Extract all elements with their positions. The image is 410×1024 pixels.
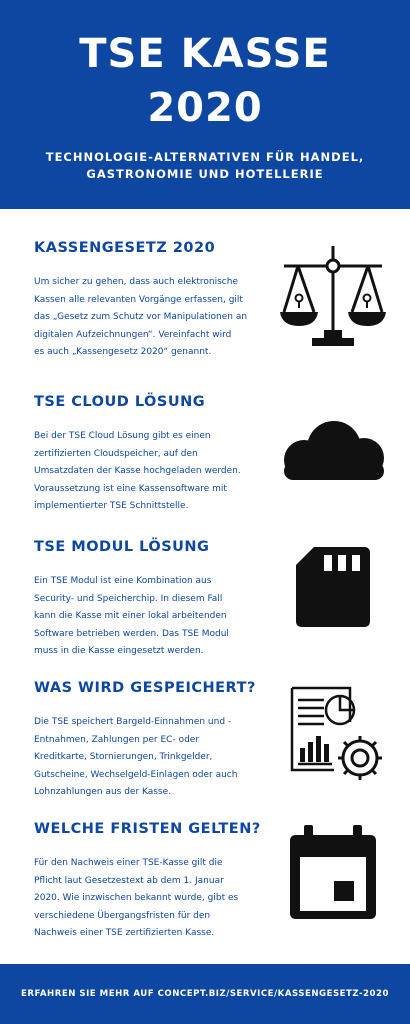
subtitle-line-2: GASTRONOMIE UND HOTELLERIE [86, 167, 324, 181]
text-line: Um sicher zu gehen, dass auch elektronische [34, 277, 238, 287]
scales-icon [278, 240, 388, 352]
text-line: Für den Nachweis einer TSE-Kasse gilt die [34, 858, 223, 868]
title-line-1: TSE KASSE [79, 31, 331, 77]
text-line: Kassen alle relevanten Vorgänge erfassen, gilt [34, 294, 243, 305]
calendar-icon [290, 825, 376, 921]
header-banner [0, 0, 410, 209]
cloud-icon [276, 420, 390, 482]
section-text [34, 428, 264, 516]
text-line: Lohnzahlungen aus der Kasse. [34, 787, 172, 797]
section-text [34, 855, 264, 943]
text-line: Ein TSE Modul ist eine Kombination aus [34, 576, 212, 586]
title-line-2: 2020 [147, 85, 263, 131]
page-subtitle [30, 149, 380, 183]
text-line: Software betrieben werden. Das TSE Modul [34, 628, 229, 639]
text-line: verschiedene Übergangsfristen für den [34, 910, 211, 921]
text-line: Umsatzdaten der Kasse hochgeladen werden. [34, 466, 241, 476]
section-title: WAS WIRD GESPEICHERT? [34, 680, 256, 696]
sd-card-icon [294, 547, 372, 627]
footer-banner [0, 964, 410, 1024]
section-text [34, 714, 264, 802]
section-title: WELCHE FRISTEN GELTEN? [34, 821, 261, 837]
section-text [34, 573, 264, 661]
text-line: Die TSE speichert Bargeld-Einnahmen und - [34, 717, 232, 727]
section-title: KASSENGESETZ 2020 [34, 240, 216, 256]
text-line: Pflicht laut Gesetzestext ab dem 1. Januar [34, 875, 224, 886]
text-line: Entnahmen, Zahlungen per EC- oder [34, 734, 200, 745]
text-line: implementierter TSE Schnittstelle. [34, 501, 189, 511]
section-text [34, 274, 264, 362]
text-line: Voraussetzung ist eine Kassensoftware mit [34, 483, 227, 494]
text-line: muss in die Kasse eingesetzt werden. [34, 646, 204, 656]
text-line: es auch „Kassengesetz 2020“ genannt. [34, 347, 212, 357]
text-line: Bei der TSE Cloud Lösung gibt es einen [34, 431, 211, 441]
text-line: das „Gesetz zum Schutz vor Manipulationen an [34, 312, 248, 322]
subtitle-line-1: TECHNOLOGIE-ALTERNATIVEN FÜR HANDEL, [45, 150, 365, 164]
text-line: zertifizierten Cloudspeicher, auf den [34, 448, 198, 459]
text-line: Security- und Speicherchip. In diesem Fall [34, 593, 223, 604]
text-line: 2020. Wie inzwischen bekannt wurde, gibt es [34, 893, 239, 903]
footer-link-text[interactable]: ERFAHREN SIE MEHR AUF CONCEPT.BIZ/SERVICE/KASSENGESETZ-2020 [21, 989, 389, 999]
section-title: TSE MODUL LÖSUNG [34, 539, 210, 555]
section-title: TSE CLOUD LÖSUNG [34, 394, 206, 410]
report-gear-icon [288, 686, 386, 786]
text-line: Gutscheine, Wechselgeld-Einlagen oder auch [34, 769, 238, 780]
text-line: digitalen Aufzeichnungen“. Vereinfacht wird [34, 329, 232, 340]
text-line: kann die Kasse mit einer lokal arbeitenden [34, 611, 227, 621]
text-line: Nachweis einer TSE zertifizierten Kasse. [34, 928, 215, 938]
text-line: Kreditkarte, Stornierungen, Trinkgelder, [34, 752, 213, 762]
page-title [0, 30, 410, 132]
